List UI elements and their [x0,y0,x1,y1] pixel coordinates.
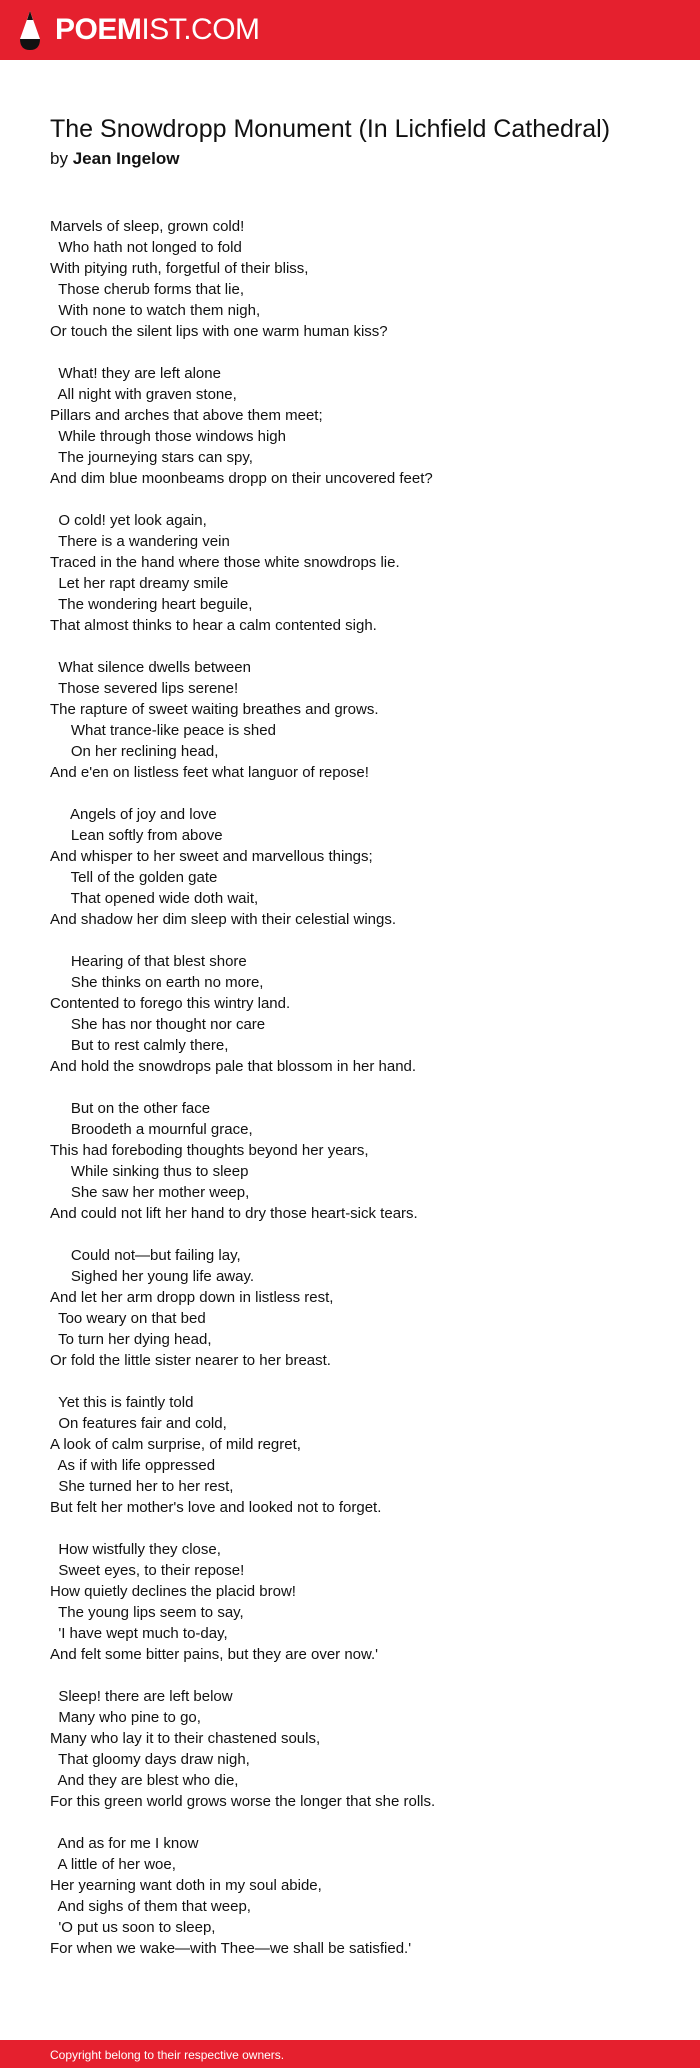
stanza [50,1245,670,1371]
poem-line: Traced in the hand where those white snowdrops lie. [50,554,400,571]
poem-line: And whisper to her sweet and marvellous things; [50,848,373,865]
poem-line: But to rest calmly there, [50,1037,229,1054]
poem-line: And could not lift her hand to dry those heart-sick tears. [50,1205,418,1222]
poem-line: Let her rapt dreamy smile [50,575,229,592]
poem-line: Tell of the golden gate [50,869,218,886]
copyright-text: Copyright belong to their respective owners. [50,2048,285,2062]
logo-bold-text: POEM [55,13,142,46]
byline [50,149,179,169]
poem-line: The young lips seem to say, [50,1604,244,1621]
stanza [50,510,670,636]
poem-line: Marvels of sleep, grown cold! [50,218,245,235]
poem-line: On her reclining head, [50,743,219,760]
poem-line: That gloomy days draw nigh, [50,1751,250,1768]
stanza [50,951,670,1077]
poem-line: For when we wake—with Thee—we shall be satisfied.' [50,1940,412,1957]
poem-line: Many who lay it to their chastened souls, [50,1730,321,1747]
poem-line: What! they are left alone [50,365,221,382]
poem-line: And as for me I know [50,1835,199,1852]
poem-line: On features fair and cold, [50,1415,227,1432]
stanza [50,216,670,342]
poem-line: The wondering heart beguile, [50,596,253,613]
poem-body [50,216,670,1980]
poem-line: What trance-like peace is shed [50,722,276,739]
poem-line: She has nor thought nor care [50,1016,266,1033]
poem-title: The Snowdropp Monument (In Lichfield Cathedral) [50,115,611,143]
poem-line: Sighed her young life away. [50,1268,255,1285]
poem-line: While through those windows high [50,428,286,445]
stanza [50,1098,670,1224]
site-header [0,0,700,60]
poem-line: As if with life oppressed [50,1457,216,1474]
poem-line: Contented to forego this wintry land. [50,995,291,1012]
poem-line: She turned her to her rest, [50,1478,234,1495]
poem-line: With pitying ruth, forgetful of their bliss, [50,260,309,277]
poem-line: Or touch the silent lips with one warm human kiss? [50,323,388,340]
poem-line: This had foreboding thoughts beyond her years, [50,1142,369,1159]
site-footer [0,2040,700,2068]
stanza [50,1686,670,1812]
poem-line: But on the other face [50,1100,211,1117]
stanza [50,1392,670,1518]
poem-line: Those cherub forms that lie, [50,281,244,298]
poem-line: That opened wide doth wait, [50,890,259,907]
poem-line: A little of her woe, [50,1856,176,1873]
poem-line: A look of calm surprise, of mild regret, [50,1436,301,1453]
poem-line: And sighs of them that weep, [50,1898,251,1915]
author-name[interactable]: Jean Ingelow [72,149,180,168]
poem-line: 'I have wept much to-day, [50,1625,228,1642]
poem-line: That almost thinks to hear a calm contented sigh. [50,617,377,634]
site-logo[interactable] [55,15,260,45]
poem-line: Yet this is faintly told [50,1394,194,1411]
poem-line: The journeying stars can spy, [50,449,253,466]
poem-line: Broodeth a mournful grace, [50,1121,253,1138]
poem-line: And e'en on listless feet what languor of repose! [50,764,369,781]
stanza [50,657,670,783]
poem-line: And felt some bitter pains, but they are over now.' [50,1646,379,1663]
poem-line: Her yearning want doth in my soul abide, [50,1877,322,1894]
stanza [50,1833,670,1959]
poem-line: And hold the snowdrops pale that blossom in her hand. [50,1058,417,1075]
poem-line: What silence dwells between [50,659,251,676]
poem-line: She saw her mother weep, [50,1184,250,1201]
poem-line: She thinks on earth no more, [50,974,264,991]
poem-line: To turn her dying head, [50,1331,212,1348]
poem-line: O cold! yet look again, [50,512,207,529]
stanza [50,804,670,930]
poem-line: 'O put us soon to sleep, [50,1919,216,1936]
poem-line: All night with graven stone, [50,386,237,403]
poem-line: How wistfully they close, [50,1541,221,1558]
poem-line: Who hath not longed to fold [50,239,242,256]
poem-line: Too weary on that bed [50,1310,206,1327]
poem-line: Sleep! there are left below [50,1688,233,1705]
poem-line: Lean softly from above [50,827,223,844]
poem-line: Angels of joy and love [50,806,217,823]
poem-line: And shadow her dim sleep with their celestial wings. [50,911,397,928]
poem-line: Hearing of that blest shore [50,953,247,970]
logo-light-text: IST.COM [141,13,260,46]
poem-line: But felt her mother's love and looked not to forget. [50,1499,382,1516]
stanza [50,1539,670,1665]
poem-line: Sweet eyes, to their repose! [50,1562,245,1579]
poem-line: And dim blue moonbeams dropp on their uncovered feet? [50,470,433,487]
poem-line: Pillars and arches that above them meet; [50,407,323,424]
poem-line: With none to watch them nigh, [50,302,261,319]
poem-line: There is a wandering vein [50,533,230,550]
poem-line: While sinking thus to sleep [50,1163,249,1180]
poem-line: The rapture of sweet waiting breathes and grows. [50,701,379,718]
poem-line: And they are blest who die, [50,1772,239,1789]
stanza [50,363,670,489]
poem-line: Many who pine to go, [50,1709,201,1726]
by-label: by [50,149,68,168]
poem-line: Could not—but failing lay, [50,1247,241,1264]
poem-line: And let her arm dropp down in listless rest, [50,1289,334,1306]
poem-line: Those severed lips serene! [50,680,239,697]
poem-line: How quietly declines the placid brow! [50,1583,296,1600]
poem-line: For this green world grows worse the longer that she rolls. [50,1793,436,1810]
poem-line: Or fold the little sister nearer to her breast. [50,1352,331,1369]
pencil-tip-icon[interactable] [17,9,43,51]
